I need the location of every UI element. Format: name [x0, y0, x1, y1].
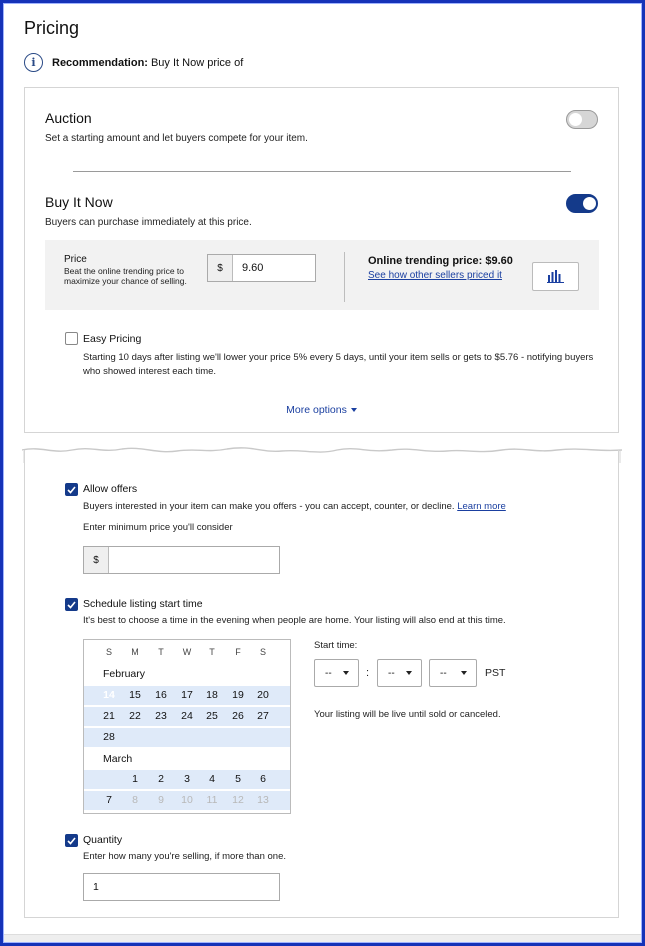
calendar-day-disabled: 10: [181, 794, 193, 806]
price-panel: [45, 240, 599, 310]
allow-offers-text: Buyers interested in your item can make you offers - you can accept, counter, or decline.: [83, 501, 455, 512]
schedule-description: It's best to choose a time in the evening when people are home. Your listing will also end at this time.: [83, 615, 506, 626]
calendar-day-disabled: 8: [132, 794, 138, 806]
calendar-day[interactable]: 19: [232, 689, 244, 701]
recommendation-label: Recommendation:: [52, 56, 148, 69]
calendar-day[interactable]: 17: [181, 689, 193, 701]
toggle-knob: [569, 113, 582, 126]
calendar-day-disabled: 11: [206, 794, 218, 806]
price-label: Price: [64, 254, 87, 265]
calendar-day-disabled: 12: [232, 794, 244, 806]
buy-it-now-description: Buyers can purchase immediately at this price.: [45, 217, 252, 228]
page-title: Pricing: [24, 18, 80, 38]
schedule-label: Schedule listing start time: [83, 598, 203, 610]
easy-pricing-description: Starting 10 days after listing we'll lower your price 5% every 5 days, until your item sells or gets to $5.76 - notifying buyers who showed interest each time.: [83, 352, 594, 377]
minute-select[interactable]: [377, 659, 422, 687]
calendar-day[interactable]: 21: [103, 710, 115, 722]
weekday-label: S: [105, 647, 112, 657]
more-options-link[interactable]: [25, 404, 618, 416]
calendar-day[interactable]: 26: [232, 710, 244, 722]
calendar-day[interactable]: 5: [235, 773, 241, 785]
ampm-select[interactable]: [429, 659, 477, 687]
options-card: [24, 450, 619, 918]
min-price-value[interactable]: [109, 547, 279, 573]
quantity-label: Quantity: [83, 834, 123, 846]
weekday-label: S: [259, 647, 266, 657]
divider: [73, 171, 571, 172]
day-number: 14: [103, 689, 115, 701]
price-value[interactable]: 9.60: [242, 262, 264, 274]
month-label-march: March: [103, 753, 133, 765]
calendar-day[interactable]: 2: [158, 773, 164, 785]
weekday-label: T: [158, 647, 164, 657]
pricing-page: [4, 4, 641, 942]
timezone-label: PST: [485, 667, 506, 679]
calendar-day[interactable]: 6: [260, 773, 266, 785]
format-card: [24, 87, 619, 433]
calendar-day[interactable]: 15: [129, 689, 141, 701]
time-colon: :: [366, 667, 370, 679]
price-chart-button[interactable]: [532, 262, 579, 291]
calendar: [83, 639, 291, 814]
weekday-label: M: [131, 647, 139, 657]
caret-down-icon: [406, 671, 412, 675]
calendar-day[interactable]: 7: [106, 794, 112, 806]
schedule-checkbox[interactable]: [65, 598, 78, 611]
caret-down-icon: [461, 671, 467, 675]
caret-down-icon: [351, 408, 357, 412]
calendar-day[interactable]: 23: [155, 710, 167, 722]
bar-chart-icon: [547, 270, 565, 283]
easy-pricing-label: Easy Pricing: [83, 333, 142, 345]
calendar-day[interactable]: 25: [206, 710, 218, 722]
live-note: Your listing will be live until sold or canceled.: [314, 709, 501, 720]
hour-select[interactable]: [314, 659, 359, 687]
auction-toggle[interactable]: [566, 110, 598, 129]
calendar-day-disabled: 13: [257, 794, 269, 806]
weekday-label: W: [182, 647, 192, 657]
calendar-day[interactable]: 20: [257, 689, 269, 701]
recommendation-text: Buy It Now price of: [150, 56, 244, 69]
auction-description: Set a starting amount and let buyers compete for your item.: [45, 133, 308, 144]
min-price-label: Enter minimum price you'll consider: [83, 522, 233, 533]
calendar-day[interactable]: 4: [209, 773, 215, 785]
caret-down-icon: [343, 671, 349, 675]
hour-value: --: [325, 667, 332, 679]
calendar-day-disabled: 9: [158, 794, 164, 806]
buy-it-now-title: Buy It Now: [45, 194, 113, 210]
calendar-day[interactable]: 24: [181, 710, 193, 722]
info-icon: i: [24, 53, 43, 72]
month-label-february: February: [103, 668, 146, 680]
allow-offers-label: Allow offers: [83, 483, 138, 495]
quantity-description: Enter how many you're selling, if more than one.: [83, 851, 287, 862]
quantity-checkbox[interactable]: [65, 834, 78, 847]
check-icon: [67, 601, 76, 609]
calendar-day[interactable]: 22: [129, 710, 141, 722]
learn-more-link[interactable]: Learn more: [457, 501, 506, 512]
calendar-day[interactable]: 16: [155, 689, 167, 701]
calendar-day[interactable]: 18: [206, 689, 218, 701]
toggle-knob: [583, 197, 596, 210]
ampm-value: --: [440, 667, 447, 679]
minute-value: --: [388, 667, 395, 679]
bottom-edge: [4, 934, 641, 942]
currency-prefix: $: [208, 255, 233, 281]
calendar-day[interactable]: 27: [257, 710, 269, 722]
check-icon: [67, 837, 76, 845]
min-price-input[interactable]: [83, 546, 280, 574]
calendar-day[interactable]: 3: [184, 773, 190, 785]
weekday-label: F: [235, 647, 241, 657]
currency-prefix: $: [84, 547, 109, 573]
allow-offers-checkbox[interactable]: [65, 483, 78, 496]
price-input[interactable]: [207, 254, 316, 282]
more-options-text: More options: [286, 404, 347, 416]
quantity-value[interactable]: 1: [93, 881, 99, 893]
calendar-day-selected[interactable]: [97, 686, 121, 705]
calendar-day[interactable]: 1: [132, 773, 138, 785]
weekday-label: T: [209, 647, 215, 657]
allow-offers-description: [83, 500, 506, 514]
buy-it-now-toggle[interactable]: [566, 194, 598, 213]
vertical-separator: [344, 252, 345, 302]
auction-title: Auction: [45, 110, 92, 126]
price-help: Beat the online trending price to maximize your chance of selling.: [64, 266, 187, 286]
easy-pricing-checkbox[interactable]: [65, 332, 78, 345]
see-other-sellers-link[interactable]: See how other sellers priced it: [368, 270, 502, 281]
recommendation: [24, 53, 243, 72]
start-time-label: Start time:: [314, 640, 358, 651]
check-icon: [67, 486, 76, 494]
calendar-day[interactable]: 28: [103, 731, 115, 743]
trending-price: Online trending price: $9.60: [368, 255, 513, 267]
quantity-input[interactable]: [83, 873, 280, 901]
